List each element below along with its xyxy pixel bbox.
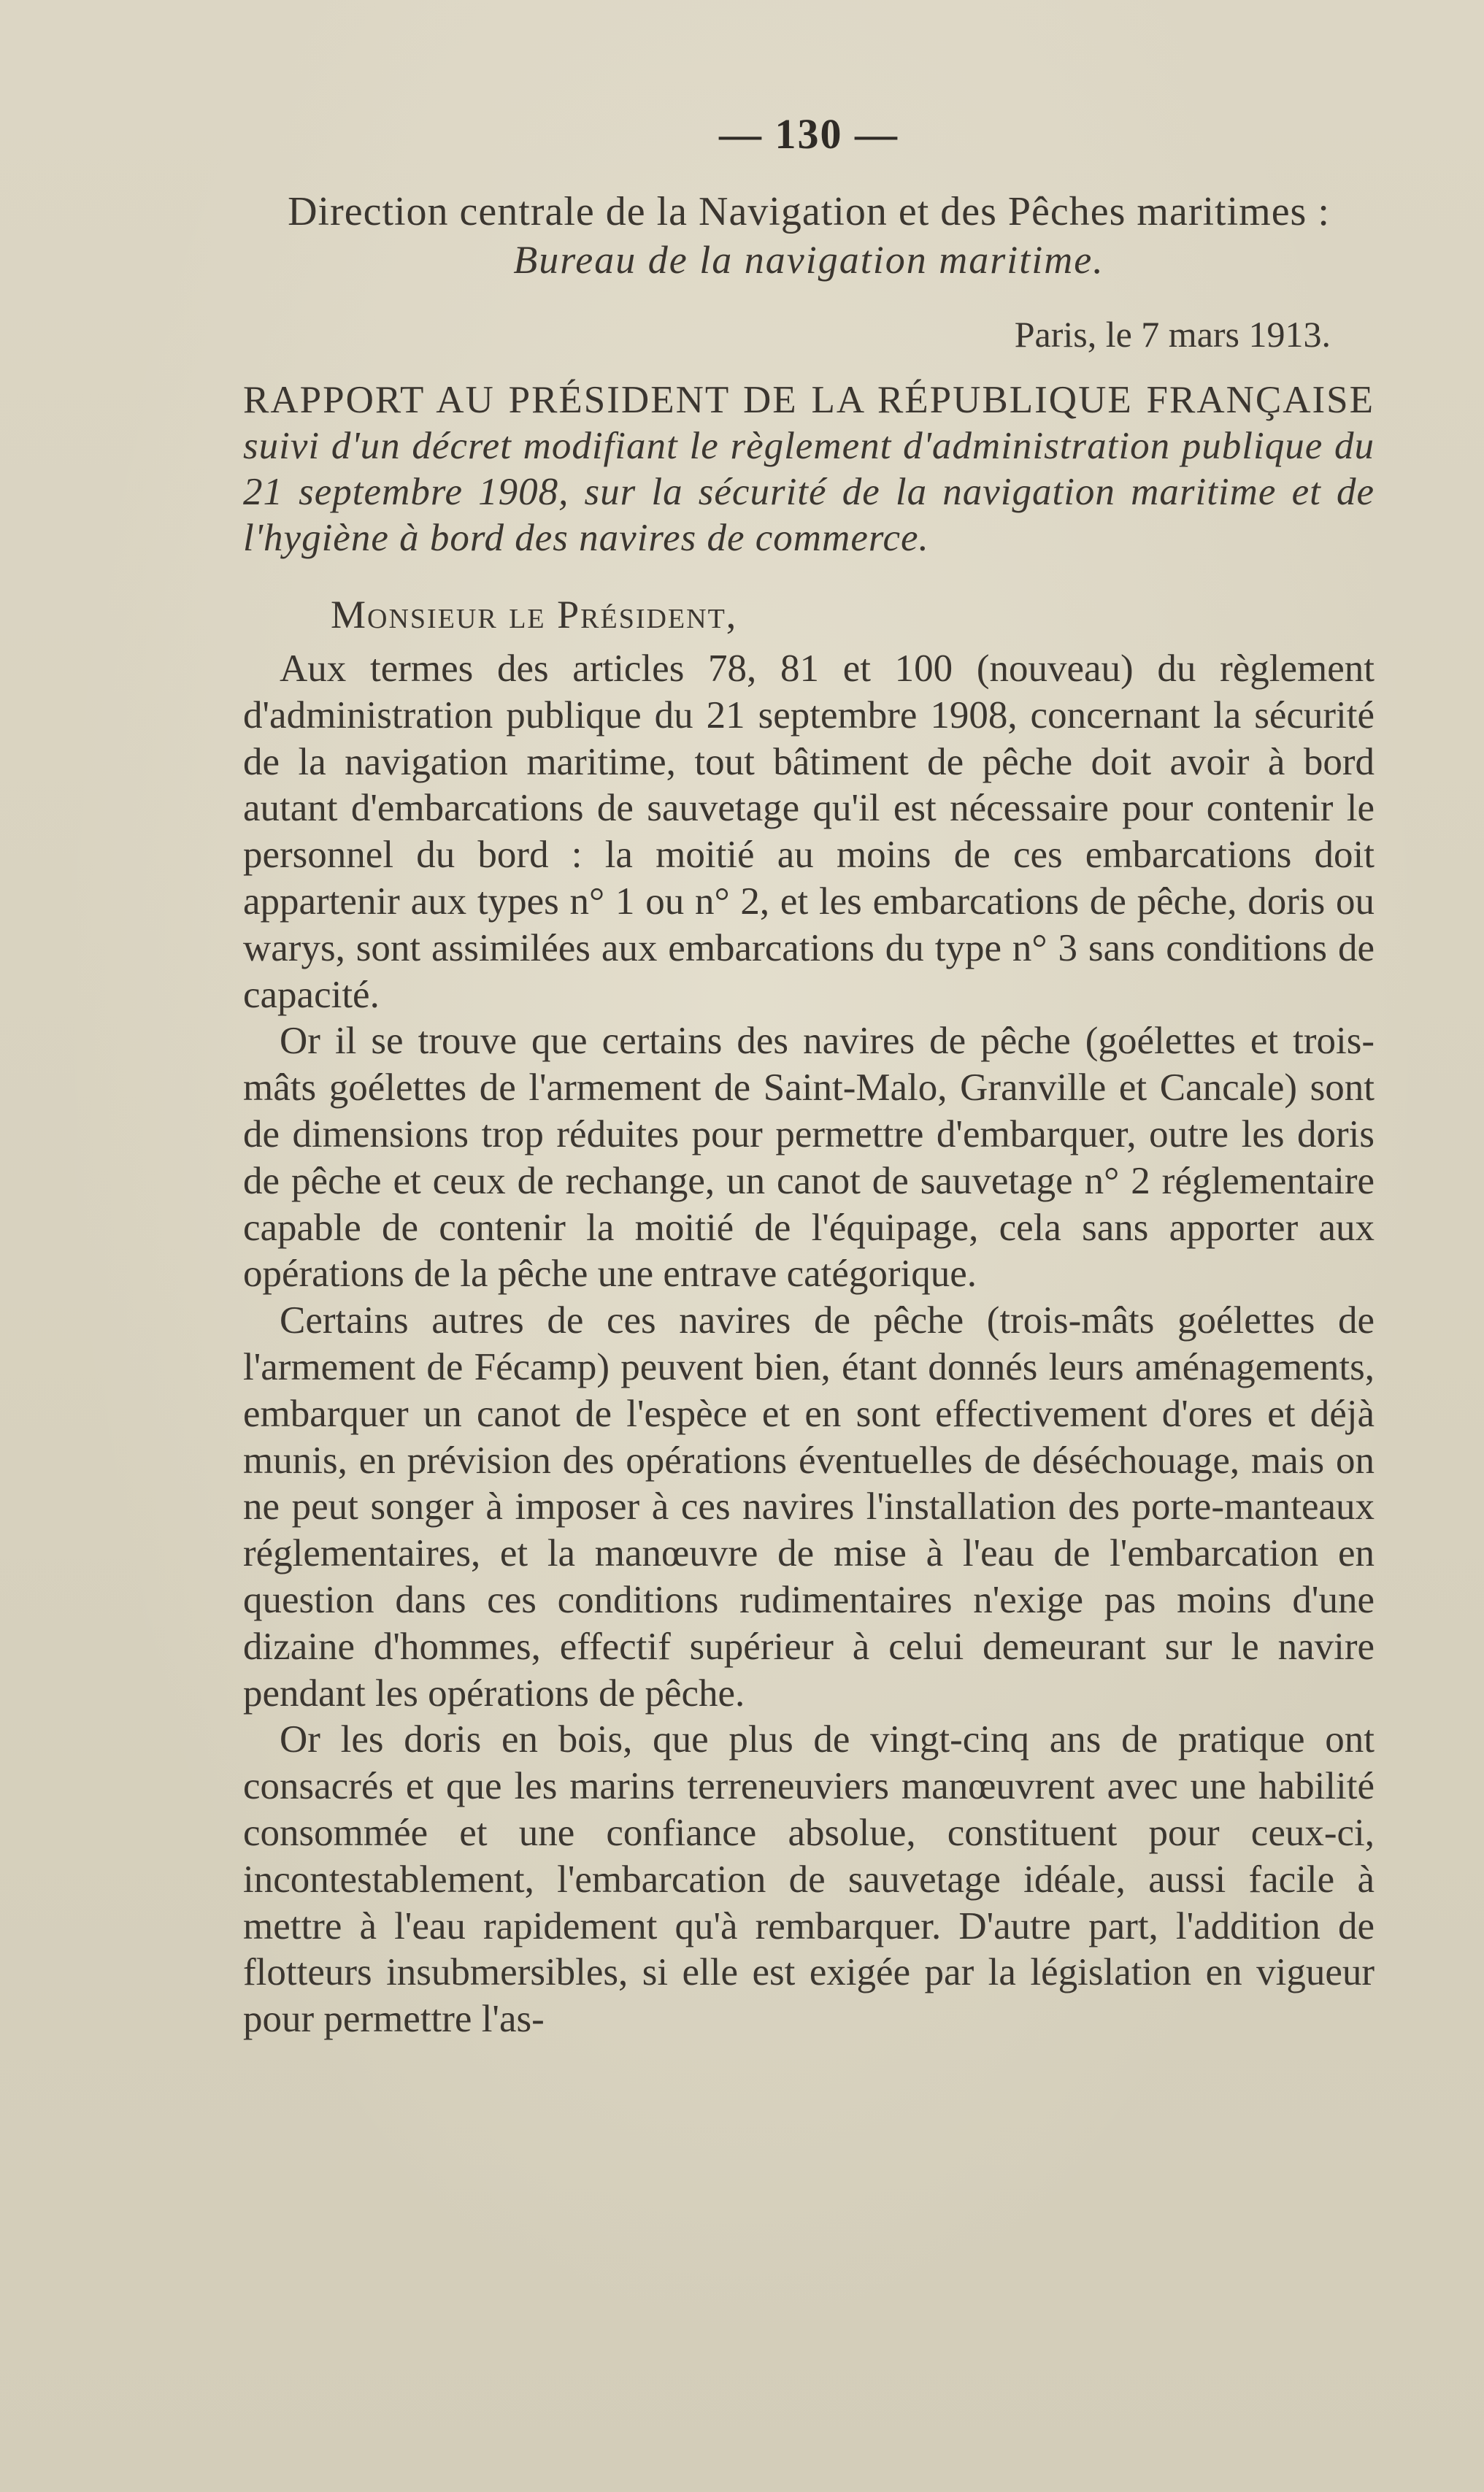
paragraph-2: Or il se trouve que certains des navires de pêche (goélettes et trois-mâts goélettes de l'armement de Saint-Malo, Granville et Cancale) sont de dimensions trop réduites pour permettre d'embarquer, outre les doris de pêche et ceux de rechange, un canot de sauvetage n° 2 réglementaire capable de contenir la moitié de l'équipage, cela sans apporter aux opérations de la pêche une entrave catégorique. <box>243 1020 1375 1296</box>
department-heading: Direction centrale de la Navigation et des Pêches maritimes : <box>288 189 1330 234</box>
report-date: Paris, le 7 mars 1913. <box>1014 314 1331 355</box>
report-title-rest: suivi d'un décret modifiant le règlement d'administration publique du 21 septembre 1908, sur la sécurité de la navigation maritime et de l'hygiène à bord des navires de commerce. <box>243 425 1375 559</box>
paragraph-4: Or les doris en bois, que plus de vingt-cinq ans de pratique ont consacrés et que les marins terreneuviers manœuvrent avec une habilité consommée et une confiance absolue, constituent pour ceux-ci, incontestablement, l'embarcation de sauvetage idéale, aussi facile à mettre à l'eau rapidement qu'à rembarquer. D'autre part, l'addition de flotteurs insubmersibles, si elle est exigée par la législation en vigueur pour permettre l'as- <box>243 1718 1375 2041</box>
page-number: — 130 — <box>719 110 899 158</box>
salutation: Monsieur le Président, <box>331 593 738 637</box>
page-content <box>243 109 1375 2043</box>
paragraph-1: Aux termes des articles 78, 81 et 100 (nouveau) du règlement d'administration publique du 21 septembre 1908, concernant la sécurité de la navigation maritime, tout bâtiment de pêche doit avoir à bord autant d'embarcations de sauvetage qu'il est nécessaire pour contenir le personnel du bord : la moitié au moins de ces embarcations doit appartenir aux types n° 1 ou n° 2, et les embarcations de pêche, doris ou warys, sont assimilées aux embarcations du type n° 3 sans conditions de capacité. <box>243 647 1375 1016</box>
report-title <box>243 377 1375 561</box>
paragraph-3: Certains autres de ces navires de pêche (trois-mâts goélettes de l'armement de Fécamp) peuvent bien, étant donnés leurs aménagements, embarquer un canot de l'espèce et en sont effectivement d'ores et déjà munis, en prévision des opérations éventuelles de déséchouage, mais on ne peut songer à imposer à ces navires l'installation des porte-manteaux réglementaires, et la manœuvre de mise à l'eau de l'embarcation en question dans ces conditions rudimentaires n'exige pas moins d'une dizaine d'hommes, effectif supérieur à celui demeurant sur le navire pendant les opérations de pêche. <box>243 1299 1375 1715</box>
report-title-prefix: RAPPORT AU PRÉSIDENT DE LA RÉPUBLIQUE FRANÇAISE <box>243 379 1375 421</box>
bureau-heading: Bureau de la navigation maritime. <box>513 238 1104 282</box>
